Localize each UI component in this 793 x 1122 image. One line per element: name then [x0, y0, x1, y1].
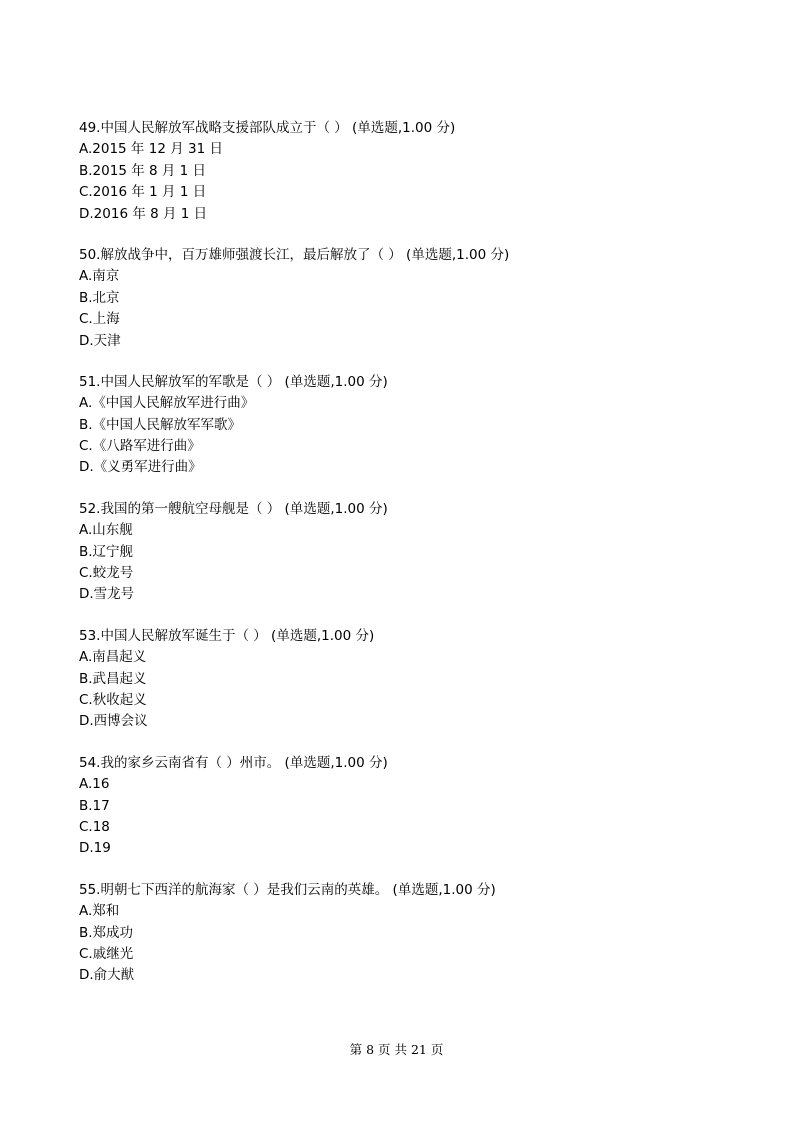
option-b: B.辽宁舰 — [79, 543, 134, 560]
option-a: A.山东舰 — [79, 522, 133, 539]
option-a: A.2015 年 12 月 31 日 — [79, 141, 223, 158]
option-d: D.《义勇军进行曲》 — [79, 459, 202, 476]
option-c: C.2016 年 1 月 1 日 — [79, 184, 207, 201]
question-51 — [79, 372, 759, 479]
option-b: B.北京 — [79, 289, 120, 306]
question-title: 50.解放战争中，百万雄师强渡长江，最后解放了（ ） (单选题,1.00 分) — [79, 246, 510, 263]
option-c: C.《八路军进行曲》 — [79, 438, 201, 455]
option-d: D.2016 年 8 月 1 日 — [79, 205, 208, 222]
question-52 — [79, 499, 759, 606]
option-d: D.雪龙号 — [79, 586, 135, 603]
option-b: B.武昌起义 — [79, 670, 147, 687]
question-55 — [79, 880, 759, 987]
option-a: A.《中国人民解放军进行曲》 — [79, 395, 255, 412]
option-c: C.戚继光 — [79, 945, 134, 962]
option-c: C.蛟龙号 — [79, 565, 134, 582]
question-54 — [79, 753, 759, 860]
option-c: C.秋收起义 — [79, 691, 147, 708]
option-c: C.上海 — [79, 311, 120, 328]
question-53 — [79, 626, 759, 733]
option-d: D.西博会议 — [79, 713, 148, 730]
question-title: 52.我国的第一艘航空母舰是（ ） (单选题,1.00 分) — [79, 500, 388, 517]
option-d: D.俞大猷 — [79, 967, 135, 984]
question-49 — [79, 118, 759, 225]
option-d: D.天津 — [79, 332, 121, 349]
option-b: B.郑成功 — [79, 924, 134, 941]
page-number-footer: 第 8 页 共 21 页 — [349, 1042, 444, 1057]
option-c: C.18 — [79, 818, 110, 835]
question-title: 51.中国人民解放军的军歌是（ ） (单选题,1.00 分) — [79, 373, 388, 390]
question-50 — [79, 245, 759, 352]
option-b: B.17 — [79, 797, 110, 814]
option-a: A.南昌起义 — [79, 649, 147, 666]
question-title: 49.中国人民解放军战略支援部队成立于（ ） (单选题,1.00 分) — [79, 120, 456, 136]
question-title: 55.明朝七下西洋的航海家（ ）是我们云南的英雄。 (单选题,1.00 分) — [79, 881, 496, 898]
option-b: B.《中国人民解放军军歌》 — [79, 416, 242, 433]
option-a: A.南京 — [79, 268, 120, 285]
question-title: 53.中国人民解放军诞生于（ ） (单选题,1.00 分) — [79, 627, 375, 644]
option-d: D.19 — [79, 840, 111, 857]
option-b: B.2015 年 8 月 1 日 — [79, 162, 207, 179]
question-title: 54.我的家乡云南省有（ ）州市。 (单选题,1.00 分) — [79, 754, 388, 771]
question-list — [79, 118, 759, 1007]
option-a: A.16 — [79, 776, 110, 793]
option-a: A.郑和 — [79, 903, 120, 920]
